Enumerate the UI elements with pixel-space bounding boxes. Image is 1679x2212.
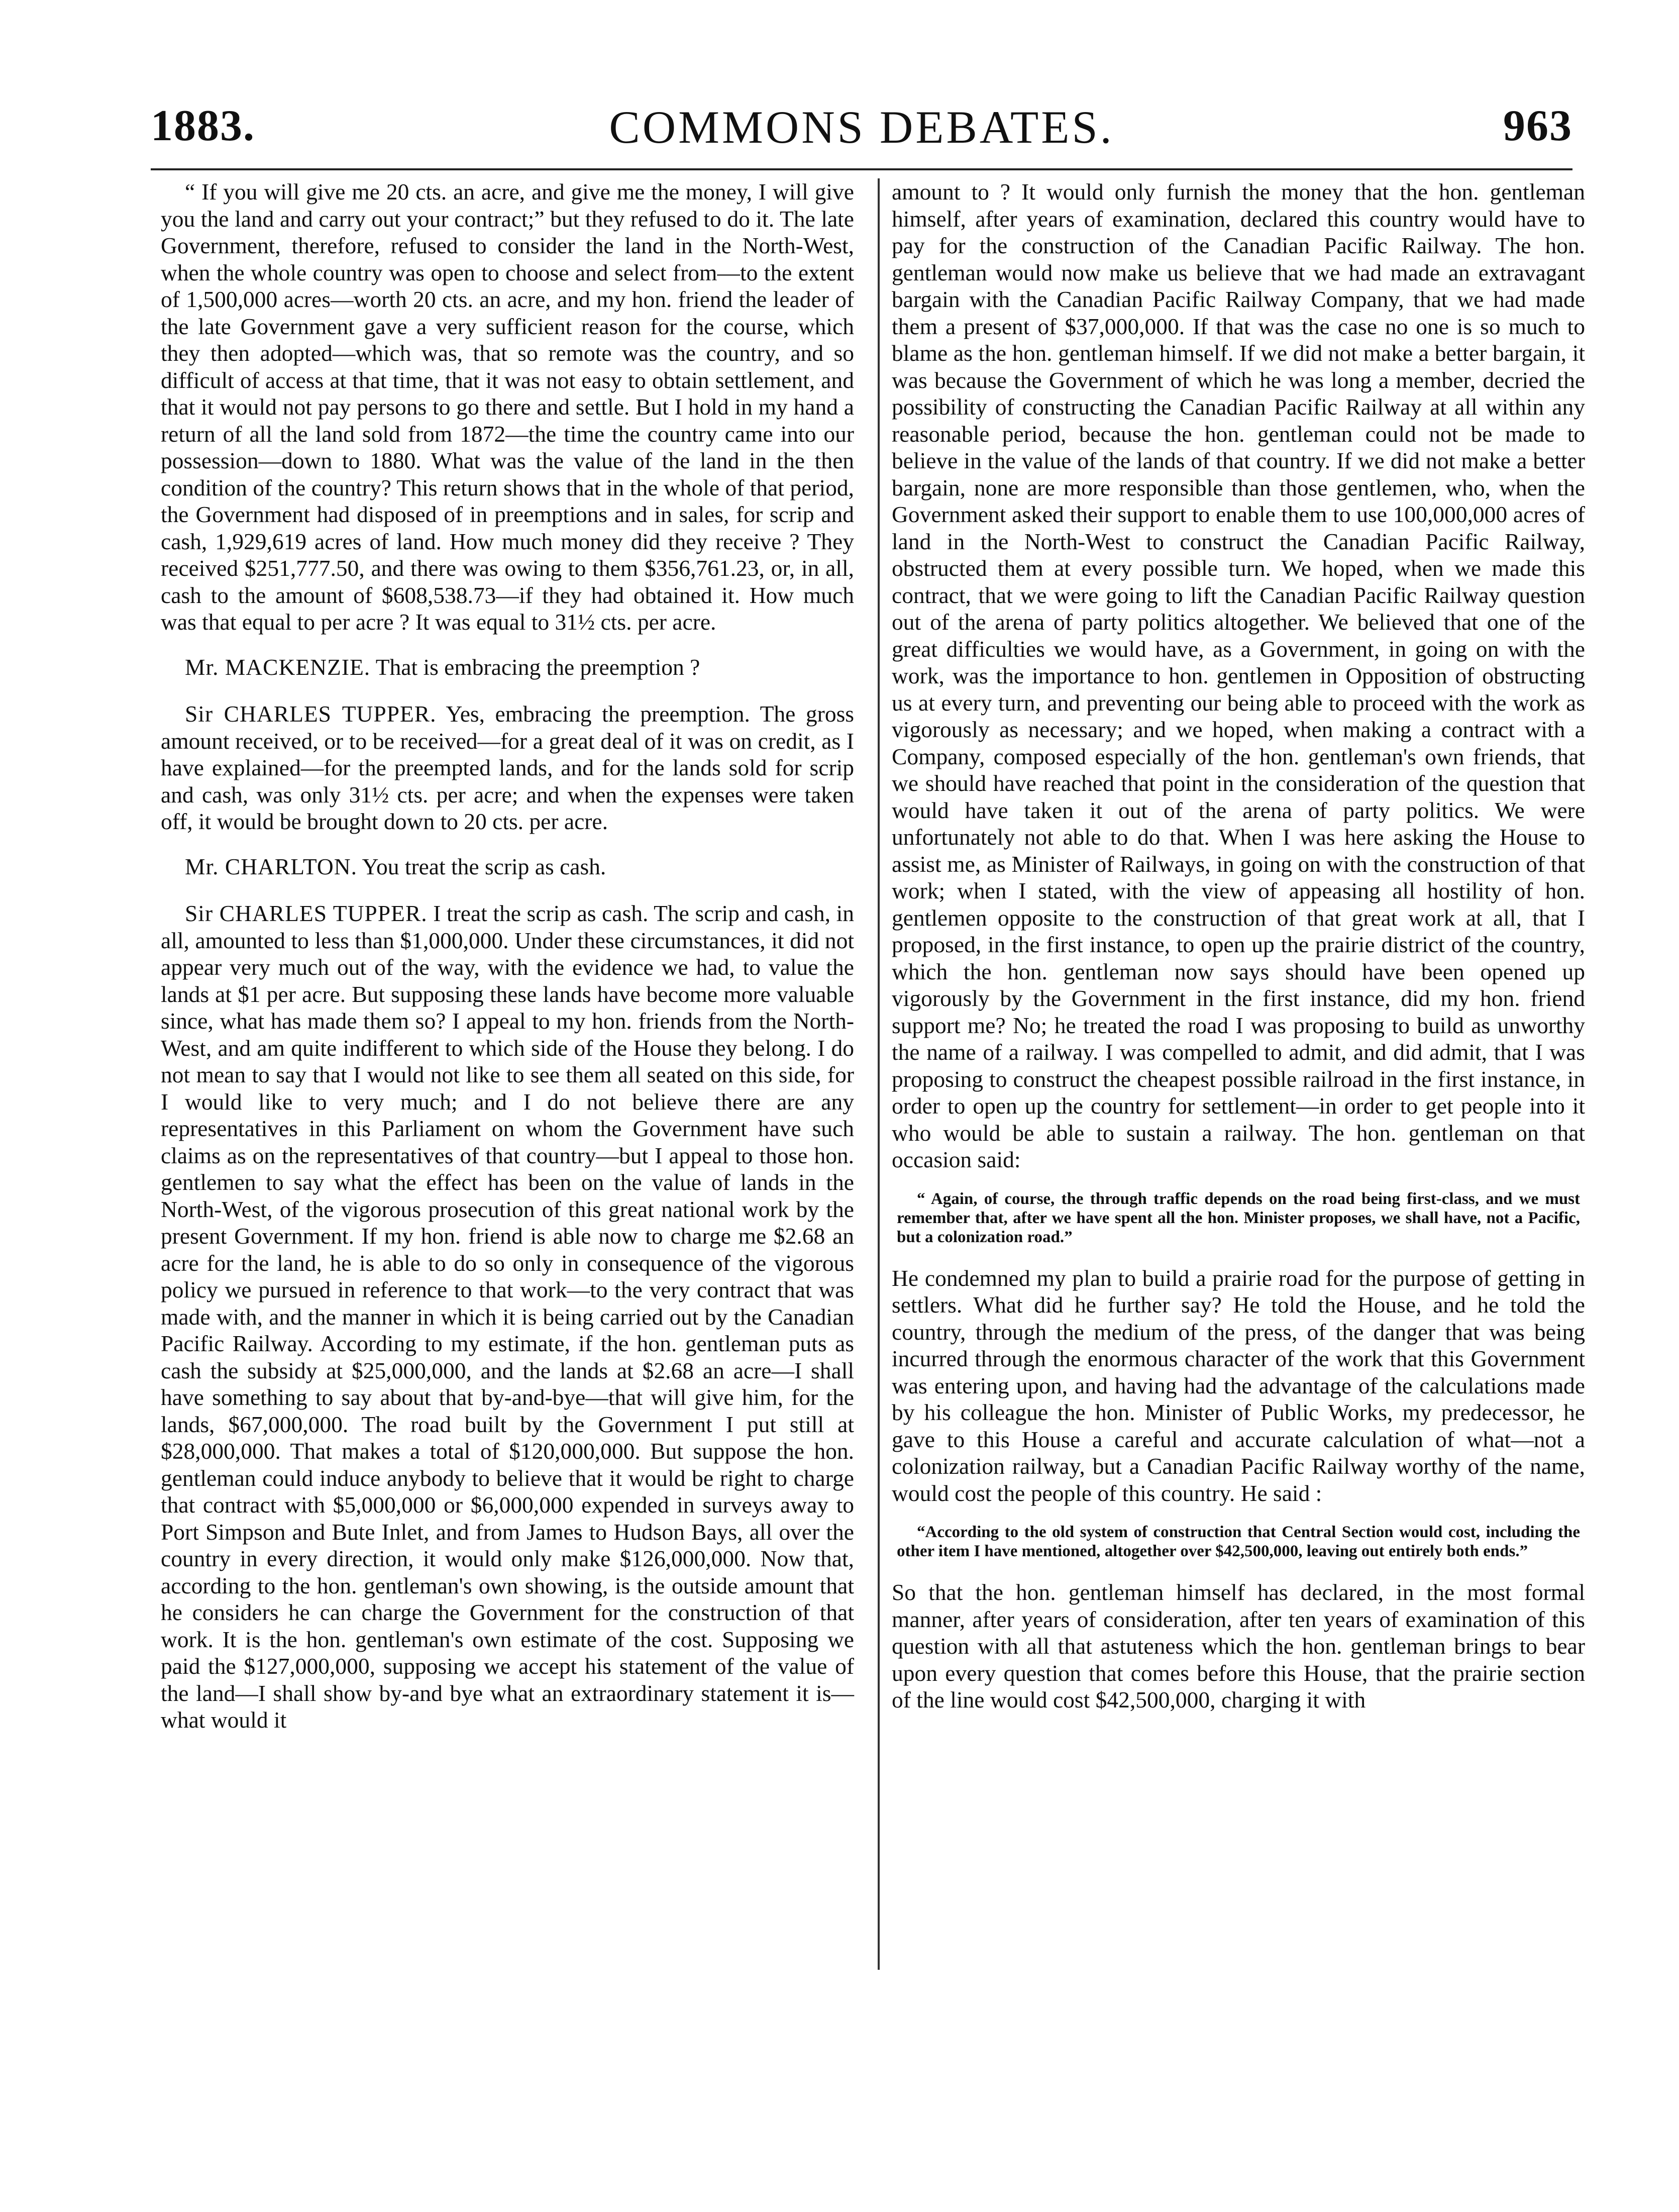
speech-text: That is embracing the preemption ? bbox=[375, 654, 700, 680]
paragraph: “ If you will give me 20 cts. an acre, and give me the money, I will give you the land and carry out your contract;” but they refused to do it. The late Government, therefore, refused to consider the land in the North-West, when the whole country was open to choose and select from—to the extent of 1,500,000 acres—worth 20 cts. an acre, and my hon. friend the leader of the late Government gave a very sufficient reason for the course, which they then adopted—which was, that so remote was the country, and so difficult of access at that time, that it was not easy to obtain settlement, and that it would not pay persons to go there and settle. But I hold in my hand a return of all the land sold from 1872—the time the country came into our possession—down to 1880. What was the value of the land in the then condition of the country? This return shows that in the whole of that period, the Government had disposed of in preemptions and in sales, for scrip and cash, 1,929,619 acres of land. How much money did they receive ? They received $251,777.50, and there was owing to them $356,761.23, or, in all, cash to the amount of $608,538.73—if they had obtained it. How much was that equal to per acre ? It was equal to 31½ cts. per acre. bbox=[161, 179, 854, 635]
speaker-name: Sir CHARLES TUPPER. bbox=[185, 900, 428, 926]
column-divider bbox=[878, 178, 880, 1970]
speaker-name: Sir CHARLES TUPPER. bbox=[185, 701, 437, 727]
header-year: 1883. bbox=[151, 102, 255, 150]
header-rule bbox=[151, 168, 1572, 170]
speaker-name: Mr. CHARLTON. bbox=[185, 853, 357, 879]
speaker-name: Mr. MACKENZIE. bbox=[185, 654, 371, 680]
page-header bbox=[151, 100, 1572, 166]
header-title: COMMONS DEBATES. bbox=[609, 102, 1114, 153]
speech bbox=[161, 654, 854, 681]
speech bbox=[161, 900, 854, 1734]
speech bbox=[161, 700, 854, 835]
block-quote: “ Again, of course, the through traffic depends on the road being first-class, and we must remember that, after we have spent all the hon. Minister proposes, we shall have, not a Pacific, but a colonization road.” bbox=[897, 1189, 1580, 1246]
speech bbox=[161, 853, 854, 880]
right-column bbox=[892, 178, 1585, 1714]
speech-text: Yes, embracing the preemption. The gross amount received, or to be received—for a great deal of it was on credit, as I have explained—for the preempted lands, and for the lands sold for scrip and cash, was only 31½ cts. per acre; and when the expenses were taken off, it would be brought down to 20 cts. per acre. bbox=[161, 701, 855, 834]
header-page-number: 963 bbox=[1503, 102, 1572, 150]
block-quote: “According to the old system of construction that Central Section would cost, including the other item I have mentioned, altogether over $42,500,000, leaving out entirely both ends.” bbox=[897, 1523, 1580, 1560]
paragraph: amount to ? It would only furnish the money that the hon. gentleman himself, after years of examination, declared this country would have to pay for the construction of the Canadian Pacific Railway. The hon. gentleman would now make us believe that we had made an extravagant bargain with the Canadian Pacific Railway Company, that we had made them a present of $37,000,000. If that was the case no one is so much to blame as the hon. gentleman himself. If we did not make a better bargain, it was because the Government of which he was long a member, decried the possibility of constructing the Canadian Pacific Railway at all within any reasonable period, because the hon. gentleman could not be made to believe in the value of the lands of that country. If we did not make a better bargain, none are more responsible than those gentlemen, who, when the Government asked their support to enable them to use 100,000,000 acres of land in the North-West to construct the Canadian Pacific Railway, obstructed them at every possible turn. We hoped, when we made this contract, that we were going to lift the Canadian Pacific Railway question out of the arena of party politics altogether. We believed that one of the great difficulties we would have, as a Government, in going on with the work, was the importance to hon. gentlemen in Opposition of obstructing us at every turn, and preventing our being able to proceed with the work as vigorously as necessary; and we hoped, when making a contract with a Company, composed especially of the hon. gentleman's own friends, that we should have reached that point in the consideration of the question that would have taken it out of the arena of party politics. We were unfortunately not able to do that. When I was here asking the House to assist me, as Minister of Railways, in going on with the construction of that work; when I stated, with the view of appeasing all hostility of hon. gentlemen opposite to the construction of that great work at all, that I proposed, in the first instance, to open up the prairie district of the country, which the hon. gentleman now says should have been opened up vigorously by the Government in the first instance, did my hon. friend support me? No; he treated the road I was proposing to build as unworthy the name of a railway. I was compelled to admit, and did admit, that I was proposing to construct the cheapest possible railroad in the first instance, in order to open up the country for settlement—in order to get people into it who would be able to sustain a railway. The hon. gentleman on that occasion said: bbox=[892, 179, 1585, 1172]
paragraph: So that the hon. gentleman himself has declared, in the most formal manner, after years of consideration, after ten years of examination of this question with all that astuteness which the hon. gentleman brings to bear upon every question that comes before this House, that the prairie section of the line would cost $42,500,000, charging it with bbox=[892, 1579, 1585, 1713]
speech-text: I treat the scrip as cash. The scrip and cash, in all, amounted to less than $1,000,000. Under these circumstances, it did not appear very much out of the way, with the evidence we had, to value the lands at $1 per acre. But supposing these lands have become more valuable since, what has made them so? I appeal to my hon. friends from the North-West, and am quite indifferent to which side of the House they belong. I do not mean to say that I would not like to see them all seated on this side, for I would like to very much; and I do not believe there are any representatives in this Parliament on whom the Government have such claims as on the representatives of that country—but I appeal to those hon. gentlemen to say what the effect has been on the value of lands in the North-West, of the vigorous prosecution of this great national work by the present Government. If my hon. friend is able now to charge me $2.68 an acre for the land, he is able to do so only in consequence of the vigorous policy we pursued in reference to that work—to the very contract that was made with, and the manner in which it is being carried out by the Canadian Pacific Railway. According to my estimate, if the hon. gentleman puts as cash the subsidy at $25,000,000, and the lands at $2.68 an acre—I shall have something to say about that by-and-bye—that will give him, for the lands, $67,000,000. The road built by the Government I put still at $28,000,000. That makes a total of $120,000,000. But suppose the hon. gentleman could induce anybody to believe that it would be right to charge that contract with $5,000,000 or $6,000,000 expended in surveys away to Port Simpson and Bute Inlet, and from James to Hudson Bays, all over the country in every direction, it would only make $126,000,000. Now that, according to the hon. gentleman's own showing, is the outside amount that he considers he can charge the Government for the construction of that work. It is the hon. gentleman's own estimate of the cost. Supposing we paid the $127,000,000, supposing we accept his statement of the value of the land—I shall show by-and bye what an extraordinary statement it is—what would it bbox=[161, 900, 855, 1733]
speech-text: You treat the scrip as cash. bbox=[362, 853, 606, 879]
paragraph: He condemned my plan to build a prairie road for the purpose of getting in settlers. What did he further say? He told the House, and he told the country, through the medium of the press, of the danger that was being incurred through the enormous character of the work that this Government was entering upon, and having had the advantage of the calculations made by his colleague the hon. Minister of Public Works, my predecessor, he gave to this House a careful and accurate calculation of what—not a colonization railway, but a Canadian Pacific Railway worthy of the name, would cost the people of this country. He said : bbox=[892, 1265, 1585, 1506]
left-column bbox=[161, 178, 854, 1734]
